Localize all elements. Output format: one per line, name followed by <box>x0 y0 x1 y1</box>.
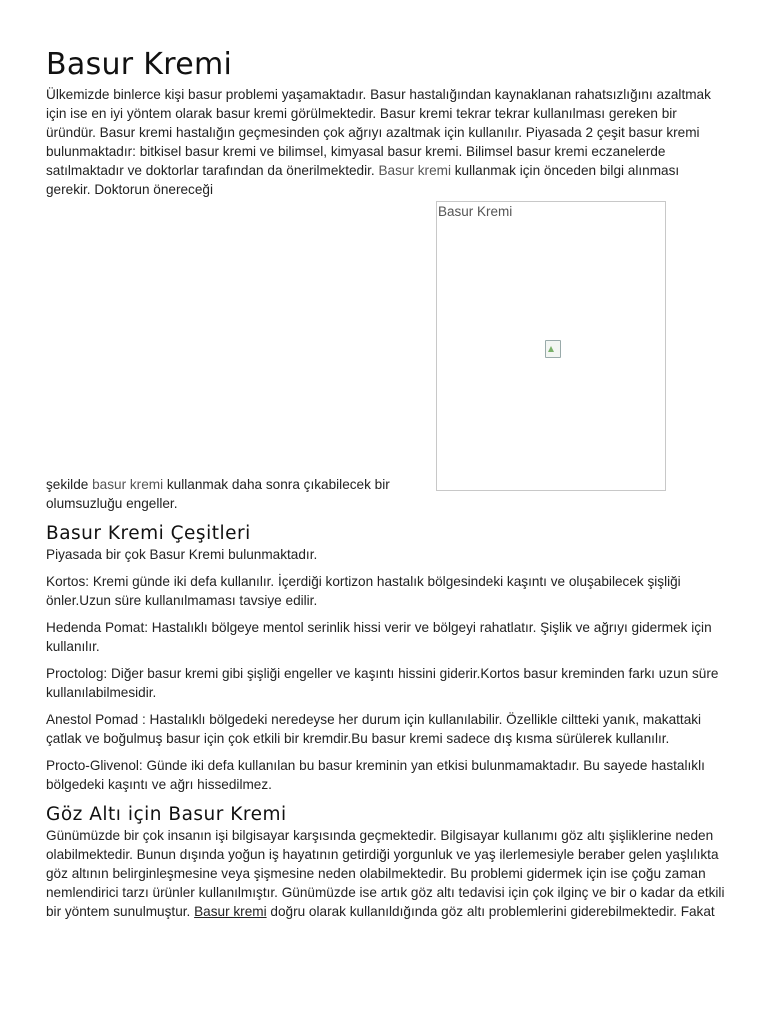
section-eye <box>46 804 726 921</box>
intro-link-basur-kremi[interactable]: Basur kremi <box>378 163 451 178</box>
intro-paragraph <box>46 85 726 513</box>
list-item: Hedenda Pomat: Hastalıklı bölgeye mentol serinlik hissi verir ve bölgeyi rahatlatır. Şişlik ve ağrıyı gidermek için kullanılır. <box>46 620 712 654</box>
intro-text-3: kullanmak daha sonra çıkabilecek bir olumsuzluğu engeller. <box>46 477 390 511</box>
section-eye-text-1: Günümüzde bir çok insanın işi bilgisayar karşısında geçmektedir. Bilgisayar kullanımı göz altı şişliklerine neden olabilmektedir. Bunun dışında yoğun iş hayatının getirdiği yorgunluk ve yaş ilerlemesiyle beraber gelen yaşlılıkta göz altının belirginleşmesine veya şişmesine neden olabilmektedir. Bu problemi gidermek için ise çoğu zaman nemlendirici tarzı ürünler kullanılmıştır. Günümüzde ise artık göz altı tedavisi için çok ilginç ve bir o kadar da etkili bir yöntem sunulmuştur. <box>46 828 725 919</box>
intro-text-2-b: şekilde <box>46 477 93 492</box>
figure-caption: Basur Kremi <box>438 204 513 219</box>
broken-image-icon <box>545 340 561 358</box>
product-figure <box>436 201 666 491</box>
section-eye-heading: Göz Altı için Basur Kremi <box>46 804 287 825</box>
section-eye-text-2: doğru olarak kullanıldığında göz altı problemlerini giderebilmektedir. Fakat <box>266 904 715 919</box>
list-item: Procto-Glivenol: Günde iki defa kullanılan bu basur kreminin yan etkisi bulunmamaktadır. Bu sayede hastalıklı bölgedeki kaşıntı ve ağrı hissedilmez. <box>46 758 705 792</box>
list-item: Anestol Pomad : Hastalıklı bölgedeki neredeyse her durum için kullanılabilir. Özellikle ciltteki yanık, makattaki çatlak ve boğulmuş basur için çok etkili bir kremdir.Bu basur kremi sadece dış kısma sürülerek kullanılır. <box>46 712 702 746</box>
article <box>46 45 726 921</box>
section-types <box>46 523 726 794</box>
list-item: Kortos: Kremi günde iki defa kullanılır. İçerdiği kortizon hastalık bölgesindeki kaşıntı ve oluşabilecek şişliği önler.Uzun süre kullanılmaması tavsiye edilir. <box>46 574 681 608</box>
intro-link-basur-kremi-2[interactable]: basur kremi <box>92 477 164 492</box>
section-types-heading: Basur Kremi Çeşitleri <box>46 523 251 544</box>
list-item: Proctolog: Diğer basur kremi gibi şişliği engeller ve kaşıntı hissini giderir.Kortos basur kreminden farkı uzun süre kullanılabilmesidir. <box>46 666 719 700</box>
section-types-lead: Piyasada bir çok Basur Kremi bulunmaktadır. <box>46 547 318 562</box>
intro-text-2-a: kullanmak için önceden bilgi alınması gerekir. Doktorun önereceği <box>46 163 680 197</box>
article-title: Basur Kremi <box>46 47 233 82</box>
intro-text-1: Ülkemizde binlerce kişi basur problemi yaşamaktadır. Basur hastalığından kaynaklanan rahatsızlığını azaltmak için ise en iyi yöntem olarak basur kremi görülmektedir. Basur kremi tekrar tekrar kullanılması gereken bir üründür. Basur kremi hastalığın geçmesinden çok ağrıyı azaltmak için kullanılır. Piyasada 2 çeşit basur kremi bulunmaktadır: bitkisel basur kremi ve bilimsel, kimyasal basur kremi. Bilimsel basur kremi eczanelerde satılmaktadır ve doktorlar tarafından da önerilmektedir. <box>46 87 711 178</box>
basur-kremi-link[interactable]: Basur kremi <box>194 904 267 919</box>
